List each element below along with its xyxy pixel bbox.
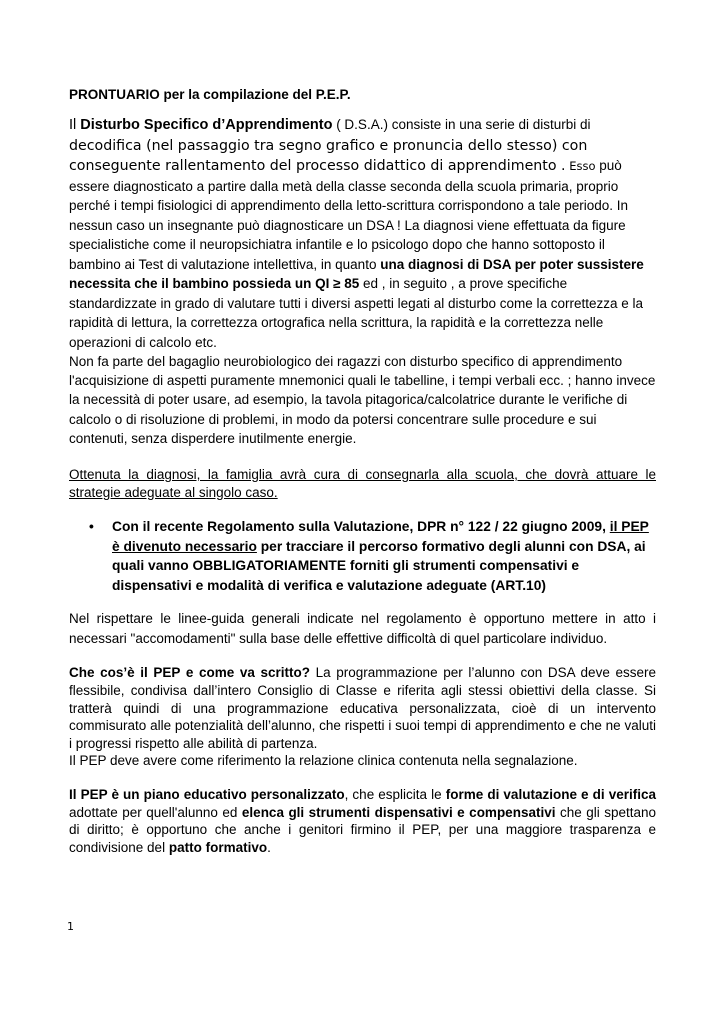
paragraph-pep-definition [69,786,656,856]
che-cos-heading: Che cos’è il PEP e come va scritto? [69,665,310,681]
bullet-marker: • [89,519,94,535]
intro-text-esso: Esso [565,159,596,173]
bullet-text-1: Con il recente Regolamento sulla Valutazione, DPR n° 122 / 22 giugno 2009, [112,519,610,535]
paragraph-non-fa-parte: Non fa parte del bagaglio neurobiologico dei ragazzi con disturbo specifico di apprendimento l'acquisizione di aspetti puramente mnemonici quali le tabelline, i tempi verbali ecc. ; hanno invece la necessità di poter usare, ad esempio, la tavola pitagorica/calcolatrice durante le verifiche di calcolo o di risoluzione di problemi, in modo da potersi concentrare sulle procedure e sui contenuti, senza disperdere inutilmente energie. [69,354,656,446]
che-cos-text: La programmazione per l’alunno con DSA deve essere flessibile, condivisa dall’intero Consiglio di Classe e riferita agli stessi obiettivi della classe. Si tratterà quindi di una programmazione educativa personalizzata, cioè di un intervento commisurato alle potenzialità dell’alunno, che rispetti i suoi tempi di apprendimento e che ne valuti i progressi rispetto alle abilità di partenza. [69,665,656,751]
document-page [69,86,656,856]
intro-text-2: può essere diagnosticato a partire dalla metà della classe seconda della scuola primaria, proprio perché i tempi fisiologici di apprendimento della letto-scrittura corrispondono a tale periodo. In nessun caso un insegnante può diagnosticare un DSA ! La diagnosi viene effettuata da figure specialistiche come il neuropsichiatra infantile e lo psicologo dopo che hanno sottoposto il bambino ai Test di valutazione intellettiva, in quanto [69,158,629,272]
pep-text-3: che gli spettano di diritto; è opportuno che anche i genitori firmino il PEP, per una maggiore trasparenza e condivisione del [69,804,656,855]
dsa-term: Disturbo Specifico d’Apprendimento [80,117,333,133]
pep-elenca-strumenti: elenca gli strumenti dispensativi e compensativi [241,804,556,820]
paragraph-nel-rispettare: Nel rispettare le linee-guida generali indicate nel regolamento è opportuno mettere in atto i necessari "accomodamenti" sulla base delle effettive difficoltà di quel particolare individuo. [69,611,656,646]
intro-text-1: ( D.S.A.) consiste in una serie di disturbi di [332,117,591,132]
pep-definition-heading: Il PEP è un piano educativo personalizzato [69,786,345,802]
che-cos-text-2: Il PEP deve avere come riferimento la relazione clinica contenuta nella segnalazione. [69,753,578,769]
intro-paragraph [69,115,656,352]
pep-text-1: , che esplicita le [344,786,446,802]
intro-qi-requirement: una diagnosi di DSA per poter sussistere necessita che il bambino possieda un QI ≥ 85 [69,256,644,291]
intro-text-decodifica: decodifica (nel passaggio tra segno grafico e pronuncia dello stesso) con conseguente rallentamento del processo didattico di apprendimento . [69,137,588,174]
diagnosis-note: Ottenuta la diagnosi, la famiglia avrà cura di consegnarla alla scuola, che dovrà attuare le strategie adeguate al singolo caso. [69,467,656,500]
pep-text-4: . [267,839,271,855]
bullet-text-2: per tracciare il percorso formativo degli alunni con DSA, ai quali vanno OBBLIGATORIAMENTE forniti gli strumenti compensativi e dispensativi e modalità di verifica e valutazione adeguate (ART.10) [112,538,646,593]
pep-forme-valutazione: forme di valutazione e di verifica [445,786,656,802]
intro-text-3: ed , in seguito , a prove specifiche standardizzate in grado di valutare tutti i diversi aspetti legati al disturbo come la correttezza e la rapidità di lettura, la correttezza ortografica nella scrittura, la rapidità e la correttezza nelle operazioni di calcolo etc. [69,276,644,350]
pep-text-2: adottate per quell'alunno ed [69,804,242,820]
pep-patto-formativo: patto formativo [168,839,268,855]
bullet-regolamento [69,517,656,595]
page-number: 1 [67,920,74,933]
bullet-list [69,517,656,595]
document-title: PRONTUARIO per la compilazione del P.E.P. [69,87,351,102]
paragraph-che-cos [69,664,656,770]
bullet-pep-necessario: il PEP è divenuto necessario [112,519,649,554]
intro-lead: Il [69,117,81,133]
